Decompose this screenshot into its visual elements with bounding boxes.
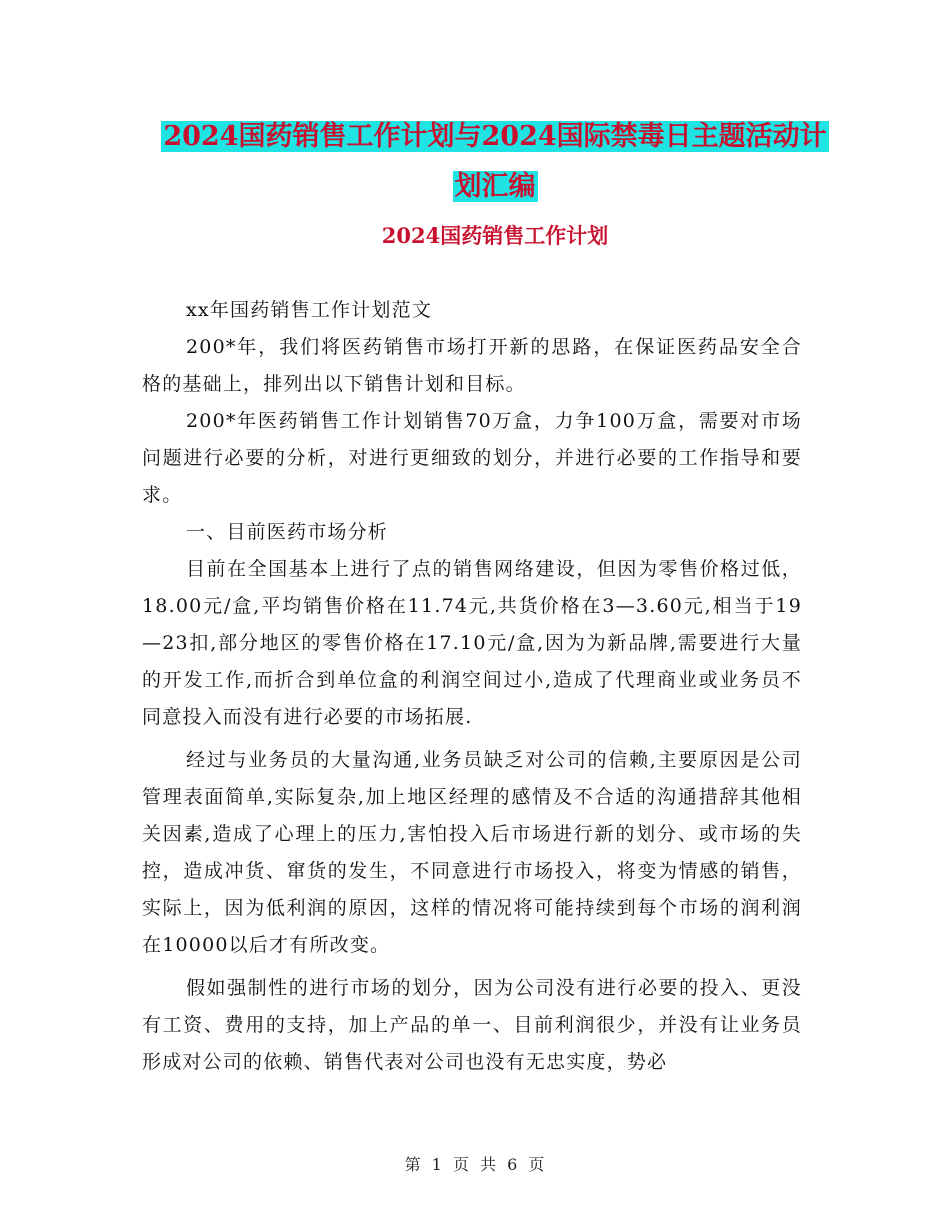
document-title-line2: 划汇编 (454, 171, 536, 202)
paragraph: 目前在全国基本上进行了点的销售网络建设，但因为零售价格过低，18.00元/盒,平均销售价格在11.74元,共货价格在3—3.60元,相当于19—23扣,部分地区的零售价格在17.10元/盒,因为为新品牌,需要进行大量的开发工作,而折合到单位盒的利润空间过小,造成了代理商业或业务员不同意投入而没有进行必要的市场拓展. (142, 558, 802, 728)
paragraph: 200*年，我们将医药销售市场打开新的思路，在保证医药品安全合格的基础上，排列出以下销售计划和目标。 (142, 336, 802, 395)
paragraph: xx年国药销售工作计划范文 (186, 299, 433, 321)
document-title-line1: 2024国药销售工作计划与2024国际禁毒日主题活动计 (163, 121, 827, 152)
page-footer: 第 1 页 共 6 页 (404, 1155, 546, 1174)
paragraph: 经过与业务员的大量沟通,业务员缺乏对公司的信赖,主要原因是公司管理表面简单,实际复杂,加上地区经理的感情及不合适的沟通措辞其他相关因素,造成了心理上的压力,害怕投入后市场进行新的划分、或市场的失控，造成冲货、窜货的发生，不同意进行市场投入，将变为情感的销售，实际上，因为低利润的原因，这样的情况将可能持续到每个市场的润利润在10000以后才有所改变。 (142, 749, 802, 956)
document-title (140, 112, 850, 212)
paragraph: 200*年医药销售工作计划销售70万盒，力争100万盒，需要对市场问题进行必要的分析，对进行更细致的划分，并进行必要的工作指导和要求。 (142, 410, 802, 506)
section-title: 2024国药销售工作计划 (381, 223, 609, 248)
paragraph: 一、目前医药市场分析 (186, 521, 389, 543)
paragraph: 假如强制性的进行市场的划分，因为公司没有进行必要的投入、更没有工资、费用的支持，加上产品的单一、目前利润很少，并没有让业务员形成对公司的依赖、销售代表对公司也没有无忠实度，势必 (142, 977, 802, 1073)
document-body (142, 292, 802, 1081)
